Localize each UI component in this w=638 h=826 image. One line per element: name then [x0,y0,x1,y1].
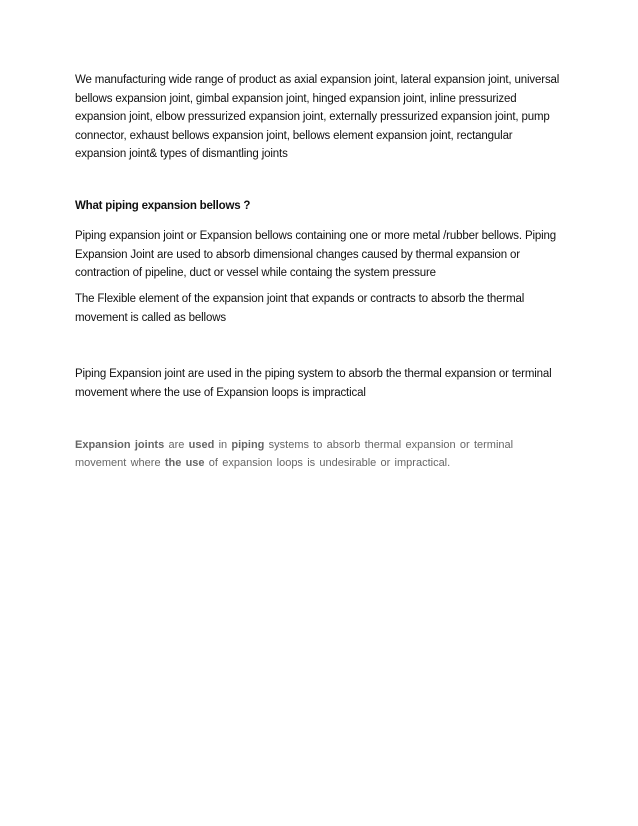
quote-text-segment: systems to absorb thermal expansion or terminal movement where [75,439,514,469]
quote-text-segment: are [164,439,189,451]
quote-text-segment: in [214,439,232,451]
section-heading: What piping expansion bellows ? [75,200,251,212]
intro-paragraph: We manufacturing wide range of product as axial expansion joint, lateral expansion joint, universal bellows expansion joint, gimbal expansion joint, hinged expansion joint, inline pressurized expansion joint, elbow pressurized expansion joint, externally pressurized expansion joint, pump connector, exhaust bellows expansion joint, bellows element expansion joint, rectangular expansion joint& types of dismantling joints [75,74,560,160]
usage-paragraph: Piping Expansion joint are used in the piping system to absorb the thermal expansion or terminal movement where the use of Expansion loops is impractical [75,368,552,399]
definition-paragraph: Piping expansion joint or Expansion bellows containing one or more metal /rubber bellows. Piping Expansion Joint are used to absorb dimensional changes caused by thermal expansion or contraction of pipeline, duct or vessel while containg the system pressure [75,230,557,279]
flexible-element-paragraph: The Flexible element of the expansion joint that expands or contracts to absorb the thermal movement is called as bellows [75,293,525,324]
quote-bold-used: used [188,439,215,451]
quote-bold-expansion-joints: Expansion joints [75,439,165,451]
quote-bold-the-use: the use [164,457,205,469]
quote-paragraph [75,436,565,472]
quote-bold-piping: piping [231,439,265,451]
quote-text-segment: of expansion loops is undesirable or impractical. [204,457,451,469]
